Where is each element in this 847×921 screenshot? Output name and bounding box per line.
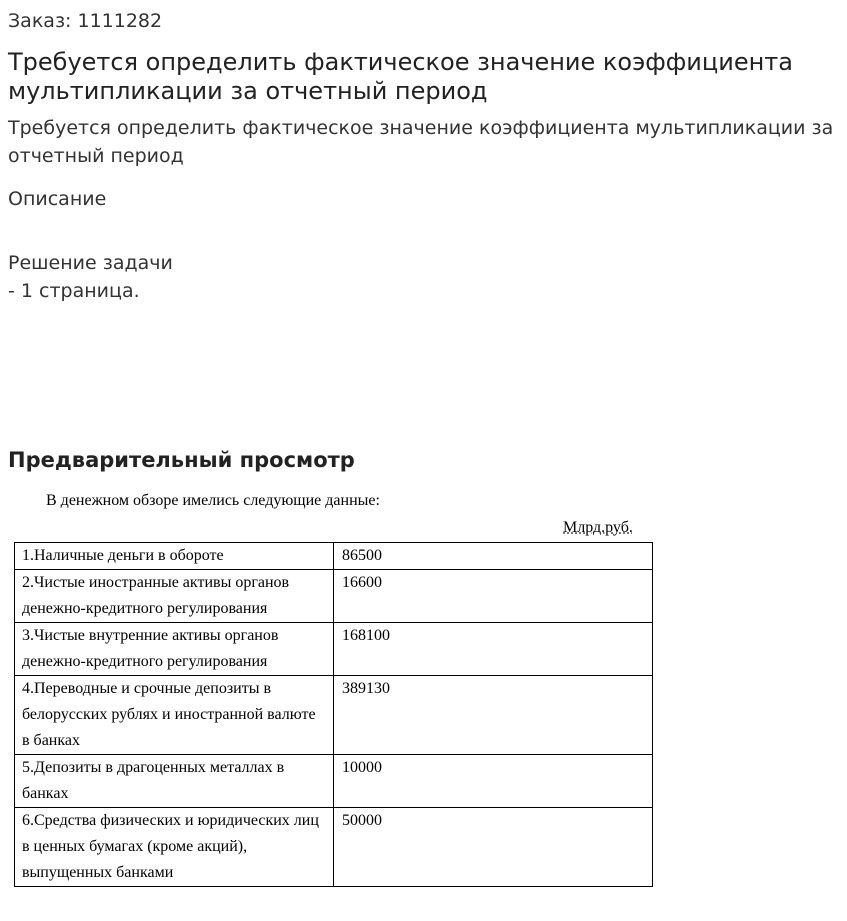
solution-pages: - 1 страница. <box>8 280 140 302</box>
row-label: 2.Чистые иностранные активы органов денежно-кредитного регулирования <box>15 570 334 623</box>
row-label: 1.Наличные деньги в обороте <box>15 543 334 570</box>
solution-info <box>8 249 173 305</box>
table-row <box>15 623 653 676</box>
row-label: 6.Средства физических и юридических лиц в ценных бумагах (кроме акций), выпущенных банками <box>15 808 334 887</box>
row-label: 4.Переводные и срочные депозиты в белорусских рублях и иностранной валюте в банках <box>15 676 334 755</box>
document-intro: В денежном обзоре имелись следующие данные: <box>46 492 380 509</box>
description-heading: Описание <box>8 188 107 210</box>
row-value: 86500 <box>334 543 653 570</box>
preview-heading: Предварительный просмотр <box>8 448 355 472</box>
data-table <box>14 542 653 887</box>
document-unit: Млрд.руб. <box>563 519 633 536</box>
table-row <box>15 570 653 623</box>
row-value: 168100 <box>334 623 653 676</box>
row-value: 16600 <box>334 570 653 623</box>
table-row <box>15 543 653 570</box>
row-value: 10000 <box>334 755 653 808</box>
row-value: 389130 <box>334 676 653 755</box>
page-subtitle: Требуется определить фактическое значение коэффициента мультипликации за отчетный период <box>8 117 834 167</box>
solution-label: Решение задачи <box>8 252 173 274</box>
table-row <box>15 755 653 808</box>
page-title: Требуется определить фактическое значение коэффициента мультипликации за отчетный период <box>8 48 793 105</box>
order-number: Заказ: 1111282 <box>8 10 163 32</box>
row-label: 5.Депозиты в драгоценных металлах в банках <box>15 755 334 808</box>
table-row <box>15 676 653 755</box>
row-label: 3.Чистые внутренние активы органов денежно-кредитного регулирования <box>15 623 334 676</box>
table-row <box>15 808 653 887</box>
row-value: 50000 <box>334 808 653 887</box>
